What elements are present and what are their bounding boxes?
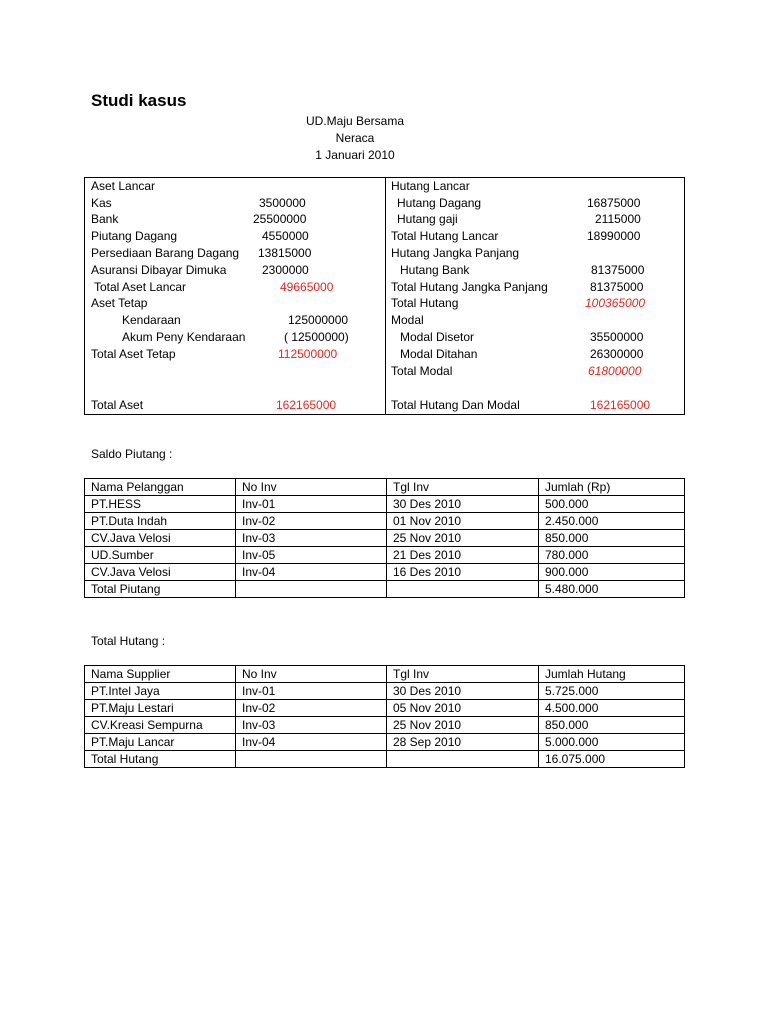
balance-sheet-divider <box>385 177 386 415</box>
akum-peny-value: ( 12500000) <box>284 330 349 344</box>
table-cell: 850.000 <box>539 530 685 547</box>
total-hutang-lancar-value: 18990000 <box>587 229 641 243</box>
table-cell: PT.Maju Lancar <box>85 734 236 751</box>
total-aset-tetap-value: 112500000 <box>278 347 338 361</box>
table-cell: CV.Java Velosi <box>85 530 236 547</box>
modal-disetor-value: 35500000 <box>590 330 644 344</box>
table-cell: 30 Des 2010 <box>387 683 539 700</box>
table-cell: UD.Sumber <box>85 547 236 564</box>
table-cell: 16.075.000 <box>539 751 685 768</box>
report-date: 1 Januari 2010 <box>315 148 395 162</box>
table-cell: Inv-02 <box>236 513 387 530</box>
header-cell: No Inv <box>236 666 387 683</box>
table-cell: CV.Kreasi Sempurna <box>85 717 236 734</box>
table-cell: Total Piutang <box>85 581 236 598</box>
table-row <box>85 734 685 751</box>
header-cell: Tgl Inv <box>387 479 539 496</box>
table-row <box>85 683 685 700</box>
table-cell: 5.000.000 <box>539 734 685 751</box>
table-cell: 21 Des 2010 <box>387 547 539 564</box>
company-name: UD.Maju Bersama <box>305 114 405 128</box>
persediaan-label: Persediaan Barang Dagang <box>91 246 240 260</box>
table-cell: 01 Nov 2010 <box>387 513 539 530</box>
table-cell: 2.450.000 <box>539 513 685 530</box>
hutang-jangka-panjang-heading: Hutang Jangka Panjang <box>391 246 520 260</box>
modal-heading: Modal <box>391 313 424 327</box>
total-aset-lancar-label: Total Aset Lancar <box>94 280 187 294</box>
table-header-row <box>85 666 685 683</box>
aset-lancar-heading: Aset Lancar <box>91 179 156 193</box>
table-cell: CV.Java Velosi <box>85 564 236 581</box>
aset-tetap-heading: Aset Tetap <box>91 296 148 310</box>
modal-ditahan-value: 26300000 <box>590 347 644 361</box>
table-cell: Inv-05 <box>236 547 387 564</box>
report-name: Neraca <box>335 131 375 145</box>
persediaan-value: 13815000 <box>258 246 312 260</box>
table-cell: 4.500.000 <box>539 700 685 717</box>
header-cell: Tgl Inv <box>387 666 539 683</box>
kas-label: Kas <box>91 196 112 210</box>
total-modal-label: Total Modal <box>391 364 453 378</box>
table-cell: 850.000 <box>539 717 685 734</box>
table-cell: PT.HESS <box>85 496 236 513</box>
total-aset-lancar-value: 49665000 <box>280 280 334 294</box>
piutang-table <box>84 478 685 598</box>
header-cell: Jumlah (Rp) <box>539 479 685 496</box>
hutang-dagang-label: Hutang Dagang <box>397 196 482 210</box>
hutang-bank-value: 81375000 <box>591 263 645 277</box>
table-cell: Inv-04 <box>236 734 387 751</box>
table-header-row <box>85 479 685 496</box>
hutang-bank-label: Hutang Bank <box>400 263 470 277</box>
total-hutang-modal-label: Total Hutang Dan Modal <box>391 398 520 412</box>
header-cell: Jumlah Hutang <box>539 666 685 683</box>
total-hutang-modal-value: 162165000 <box>590 398 651 412</box>
total-hutang-lancar-label: Total Hutang Lancar <box>391 229 499 243</box>
hutang-gaji-label: Hutang gaji <box>397 212 458 226</box>
table-cell: 28 Sep 2010 <box>387 734 539 751</box>
asuransi-label: Asuransi Dibayar Dimuka <box>91 263 227 277</box>
table-cell: 5.480.000 <box>539 581 685 598</box>
table-cell: Inv-04 <box>236 564 387 581</box>
hutang-lancar-heading: Hutang Lancar <box>391 179 470 193</box>
table-cell: 25 Nov 2010 <box>387 530 539 547</box>
table-cell: 500.000 <box>539 496 685 513</box>
total-hutang-jp-value: 81375000 <box>590 280 644 294</box>
header-cell: No Inv <box>236 479 387 496</box>
bank-label: Bank <box>91 212 119 226</box>
table-cell <box>387 751 539 768</box>
total-hutang-label: Total Hutang <box>391 296 459 310</box>
kendaraan-label: Kendaraan <box>122 313 181 327</box>
total-aset-value: 162165000 <box>276 398 337 412</box>
table-cell: 5.725.000 <box>539 683 685 700</box>
table-cell: 780.000 <box>539 547 685 564</box>
total-aset-label: Total Aset <box>91 398 144 412</box>
table-row <box>85 700 685 717</box>
kendaraan-value: 125000000 <box>288 313 349 327</box>
table-cell: 25 Nov 2010 <box>387 717 539 734</box>
table-row <box>85 717 685 734</box>
modal-disetor-label: Modal Disetor <box>400 330 475 344</box>
hutang-gaji-value: 2115000 <box>595 212 641 226</box>
table-cell: 30 Des 2010 <box>387 496 539 513</box>
table-cell: Inv-02 <box>236 700 387 717</box>
table-cell: 900.000 <box>539 564 685 581</box>
document-title: Studi kasus <box>91 91 187 110</box>
table-cell: 16 Des 2010 <box>387 564 539 581</box>
table-row <box>85 496 685 513</box>
table-cell: 05 Nov 2010 <box>387 700 539 717</box>
table-row <box>85 564 685 581</box>
total-modal-value: 61800000 <box>588 364 642 378</box>
table-cell: Inv-03 <box>236 530 387 547</box>
table-cell <box>236 751 387 768</box>
total-hutang-value: 100365000 <box>585 296 646 310</box>
asuransi-value: 2300000 <box>262 263 309 277</box>
total-hutang-jp-label: Total Hutang Jangka Panjang <box>391 280 548 294</box>
total-aset-tetap-label: Total Aset Tetap <box>91 347 176 361</box>
hutang-table <box>84 665 685 768</box>
kas-value: 3500000 <box>259 196 306 210</box>
piutang-dagang-label: Piutang Dagang <box>91 229 178 243</box>
table-cell: PT.Intel Jaya <box>85 683 236 700</box>
total-hutang-section-label: Total Hutang : <box>91 634 166 648</box>
table-row <box>85 513 685 530</box>
table-row <box>85 530 685 547</box>
table-cell: Inv-01 <box>236 683 387 700</box>
piutang-dagang-value: 4550000 <box>262 229 309 243</box>
table-cell <box>387 581 539 598</box>
table-cell: Total Hutang <box>85 751 236 768</box>
header-cell: Nama Supplier <box>85 666 236 683</box>
akum-peny-label: Akum Peny Kendaraan <box>122 330 246 344</box>
table-row <box>85 547 685 564</box>
hutang-dagang-value: 16875000 <box>587 196 641 210</box>
table-cell: Inv-03 <box>236 717 387 734</box>
header-cell: Nama Pelanggan <box>85 479 236 496</box>
table-cell <box>236 581 387 598</box>
table-cell: Inv-01 <box>236 496 387 513</box>
bank-value: 25500000 <box>253 212 307 226</box>
table-total-row <box>85 751 685 768</box>
table-cell: PT.Maju Lestari <box>85 700 236 717</box>
table-total-row <box>85 581 685 598</box>
modal-ditahan-label: Modal Ditahan <box>400 347 478 361</box>
table-cell: PT.Duta Indah <box>85 513 236 530</box>
saldo-piutang-label: Saldo Piutang : <box>91 447 173 461</box>
